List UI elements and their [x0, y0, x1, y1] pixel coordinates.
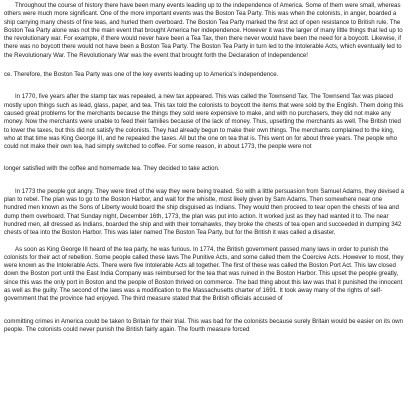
paragraph-gap	[4, 151, 406, 165]
paragraph-gap	[4, 238, 406, 246]
paragraph-intro: Throughout the course of history there have been many events leading up to the independence of America. Some of them were small, whereas others were much more significant. One of the more important events was the Boston Tea Party. This was when the colonists, in anger, boarded a ship carrying many chests of fine teas, and hurled them overboard. The Boston Tea Party marked the first act of open resistance to British rule. The Boston Tea Party alone was not the main event that brought America her independence. However it was the larger of many little things that led up to the revolutionary war. For example, if there would never have been a Tea Tax, then there never would have been the need for a boycott. Likewise, if there was no boycott there would not have been a Boston Tea Party. The Boston Tea Party in turn led to the Intolerable Acts, which eventually led to the Revolutionary War. The Revolutionary War was the event that brought forth the Declaration of Independence!	[4, 2, 403, 59]
paragraph-gap	[4, 60, 406, 71]
paragraph-townsend-tax: In 1770, five years after the stamp tax was repealed, a new tax appeared. This was called the Townsend Tax. The Townsend Tax was placed mostly upon things such as lead, glass, paper, and tea. This tax told the colonists to boycott the items that were sold by the English. Them doing this caused great problems for the merchants because the things they sold were expensive to make, and with no purchasers, they did not make any money. Now the merchants were unable to feed their families because of the lack of money. Thus, upsetting the merchants as well. The British tried to lower the taxes, but this did not satisfy the colonists. They had already begun to make their own things. The merchants complained to the king, who at that time was King George III, and he repealed the taxes. All but the one on tea that is. This went on for about three years. The people who could not make their own tea, had simply switched to coffee. For some reason, in about 1773, the people were not	[4, 93, 404, 151]
paragraph-crimes-fragment: committing crimes in America could be taken to Britain for their trial. This was bad for the colonists because surely Britain would be easier on its own people. The colonists could never punish the British fairly again. The fourth measure forced	[4, 317, 403, 333]
paragraph-tea-party-plan: In 1773 the people got angry. They were tired of the way they were being treated. So with a little persuasion from Samuel Adams, they devised a plan to rebel. The plan was to go to the Boston Harbor, and wait for the whistle, most likely given by Sam Adams. Then somewhere near one hundred men known as the Sons of Liberty would board the ship disguised as Indians. They would then proceed to tear open the chests of tea and dump them overboard. That Sunday night, December 16th, 1773, the plan was put into action. It worked just as they had wanted it to. The near hundred men, all dressed as Indians, boarded the ship and with their tomahawks, they broke the chests of tea open and succeeded in dumping 342 chests of tea into the Boston Harbor. This was later named The Boston Tea Party, but for the British it was called a disaster.	[4, 187, 404, 237]
paragraph-gap	[4, 174, 406, 188]
paragraph-conclusion-fragment: ce. Therefore, the Boston Tea Party was one of the key events leading up to America's independence.	[4, 71, 279, 79]
paragraph-gap	[4, 79, 406, 93]
paragraph-gap	[4, 304, 406, 318]
paragraph-coffee-fragment: longer satisfied with the coffee and homemade tea. They decided to take action.	[4, 165, 220, 173]
paragraph-intolerable-acts: As soon as King George III heard of the tea party, he was furious. In 1774, the British government passed many laws in order to punish the colonists for their act of rebellion. Some people called these laws The Punitive Acts, and some called them the Coercive Acts. However to most, they were known as the Intolerable Acts. There were five Intolerable Acts all together. The first of these was called the Boston Port Act. This law closed down the Boston port until the East India Company was reimbursed for the tea that was ruined in the Boston Harbor. This upset the people greatly, since this was the only port in Boston and the people of Boston thrived on commerce. The bad thing about this law was that it punished the innocent as well as the guilty. The second of the laws was a modification to the Massachusetts charter of 1691. It took away many of the rights of self-government that the province had enjoyed. The third measure stated that the British officials accused of	[4, 245, 404, 303]
